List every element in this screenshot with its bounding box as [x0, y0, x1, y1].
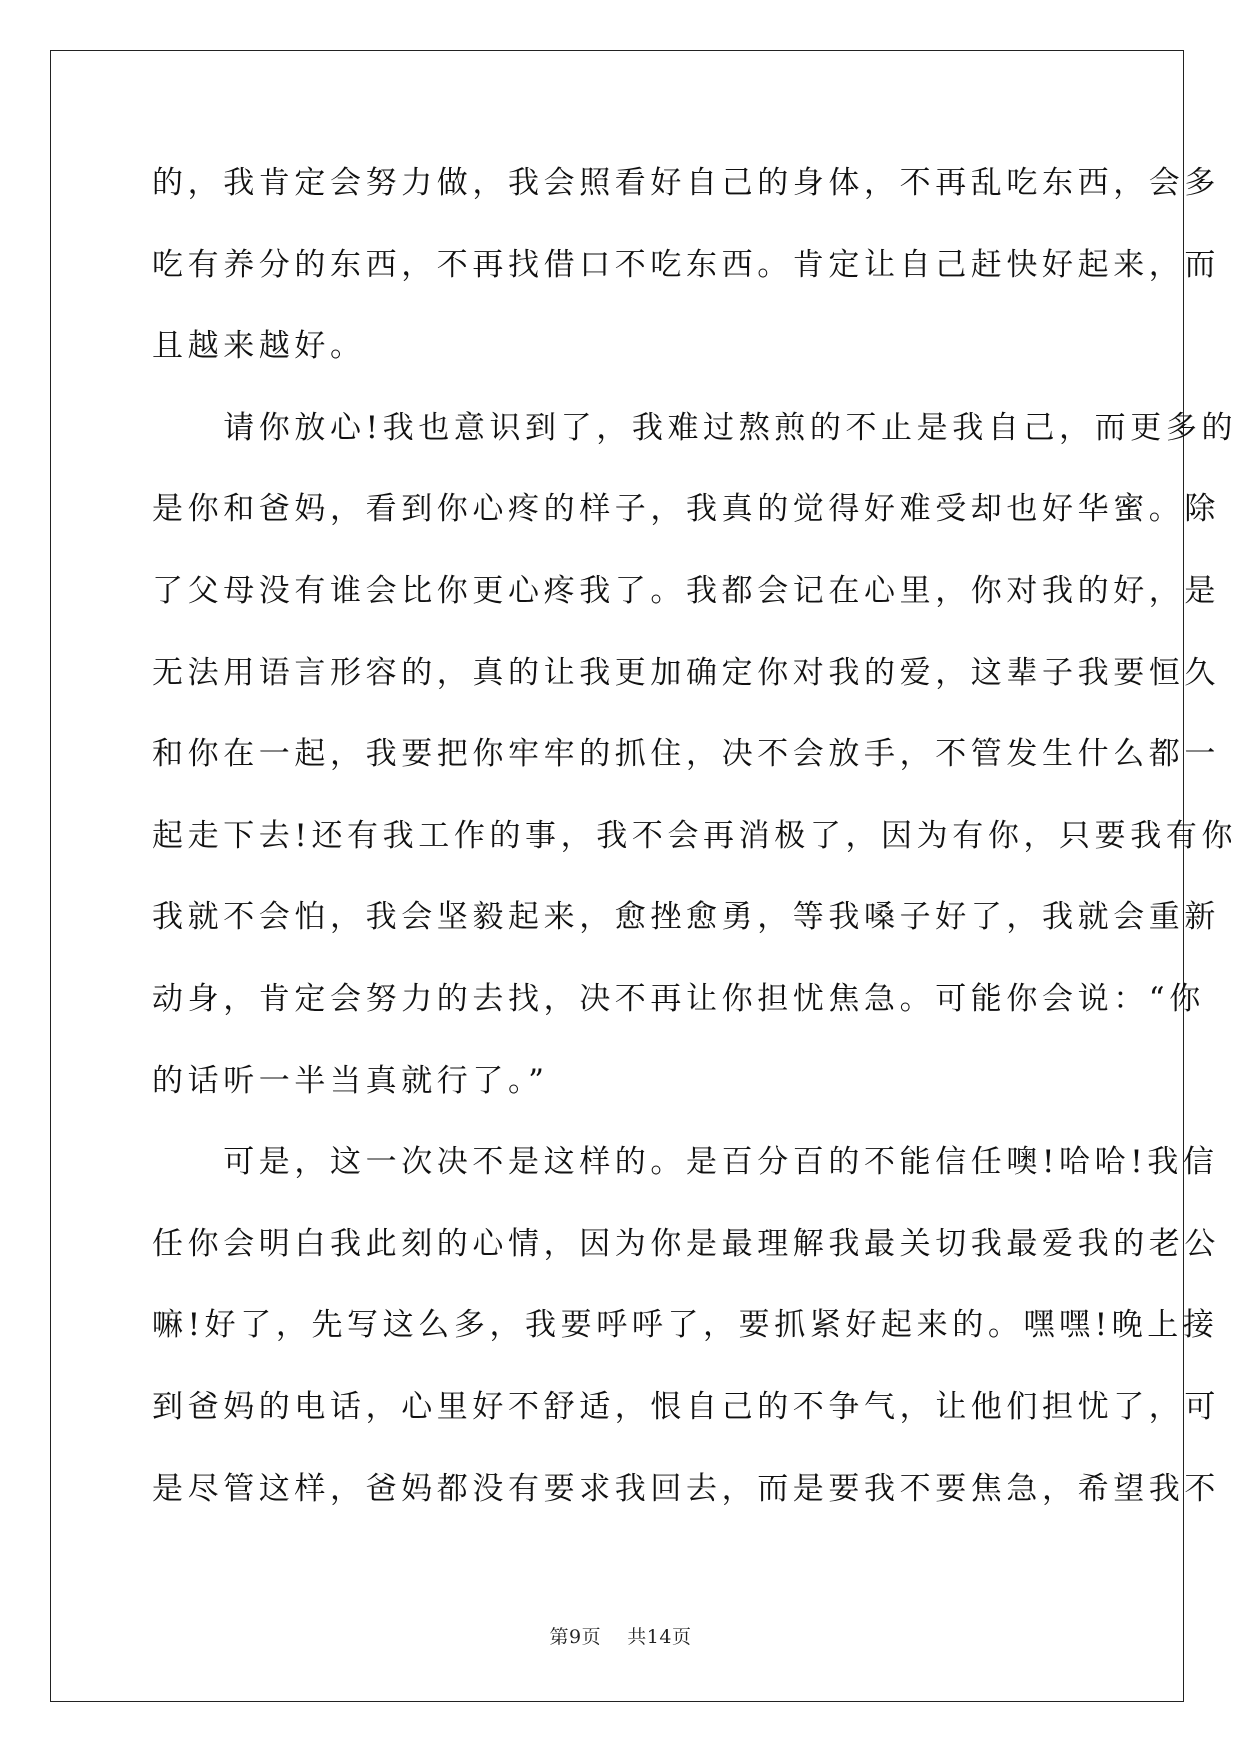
text-line: 可是，这一次决不是这样的。是百分百的不能信任噢!哈哈!我信 [152, 1144, 1219, 1181]
text-line: 和你在一起，我要把你牢牢的抓住，决不会放手，不管发生什么都一 [152, 736, 1220, 773]
text-line: 吃有养分的东西，不再找借口不吃东西。肯定让自己赶快好起来，而 [152, 246, 1220, 283]
text-line: 是尽管这样，爸妈都没有要求我回去，而是要我不要焦急，希望我不 [152, 1470, 1220, 1507]
text-line: 嘛!好了，先写这么多，我要呼呼了，要抓紧好起来的。嘿嘿!晚上接 [152, 1307, 1219, 1344]
text-line: 我就不会怕，我会坚毅起来，愈挫愈勇，等我嗓子好了，我就会重新 [152, 899, 1220, 936]
page-number: 第9页 [549, 1626, 602, 1648]
text-line: 起走下去!还有我工作的事，我不会再消极了，因为有你，只要我有你 [152, 817, 1238, 854]
text-line: 是你和爸妈，看到你心疼的样子，我真的觉得好难受却也好华蜜。除 [152, 491, 1220, 528]
footer-gap [601, 1626, 627, 1648]
document-body [152, 158, 1238, 1545]
text-line: 的话听一半当真就行了。” [152, 1062, 549, 1099]
text-line: 了父母没有谁会比你更心疼我了。我都会记在心里，你对我的好，是 [152, 572, 1220, 609]
text-line: 任你会明白我此刻的心情，因为你是最理解我最关切我最爱我的老公 [152, 1225, 1220, 1262]
text-line: 且越来越好。 [152, 328, 366, 365]
text-line: 请你放心!我也意识到了，我难过熬煎的不止是我自己，而更多的 [152, 409, 1238, 446]
text-line: 的，我肯定会努力做，我会照看好自己的身体，不再乱吃东西，会多 [152, 165, 1220, 201]
text-line: 动身，肯定会努力的去找，决不再让你担忧焦急。可能你会说：“你 [152, 980, 1205, 1017]
page-total: 共14页 [627, 1626, 692, 1648]
page-footer [0, 1622, 1241, 1649]
text-line: 到爸妈的电话，心里好不舒适，恨自己的不争气，让他们担忧了，可 [152, 1388, 1220, 1425]
text-line: 无法用语言形容的，真的让我更加确定你对我的爱，这辈子我要恒久 [152, 654, 1220, 691]
